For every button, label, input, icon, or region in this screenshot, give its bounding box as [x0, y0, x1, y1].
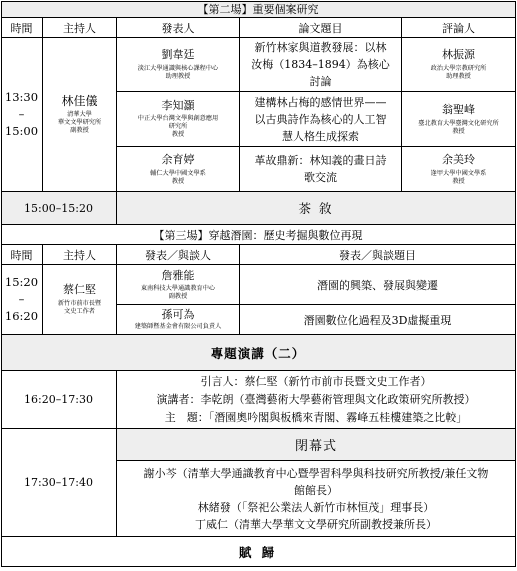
- s3-row1-speaker: 詹雅能 東南科技大學通識教育中心 副教授: [117, 265, 240, 305]
- s2-row1-topic: 新竹林家與道教發展：以林 汝梅（1834–1894）為核心 討論: [240, 38, 402, 92]
- session2-title-band: [1, 1, 516, 18]
- closing-title-cell: [117, 429, 516, 461]
- s3-header-speaker: 發表／與談人: [117, 245, 240, 265]
- break-time-cell: [1, 192, 117, 225]
- s2-row2-topic: 建構林占梅的感情世界—— 以古典詩作為核心的人工智 慧人格生成探索: [240, 92, 402, 147]
- s3-row2-topic: 潛園數位化過程及3D虛擬重現: [240, 305, 516, 335]
- s2-row2-speaker: 李知灝 中正大學台灣文學與創意應用 研究所 教授: [117, 92, 240, 147]
- s2-header-speaker: 發表人: [117, 18, 240, 38]
- session3-title-band: [1, 225, 516, 245]
- keynote-details: 引言人：蔡仁堅（新竹市前市長暨文史工作者） 演講者：李乾朗（臺灣藝術大學藝術管理與文化政策研究所教授） 主 題：「潛園奧吟閣與板橋來青閣、霧峰五桂樓建築之比較」: [117, 371, 516, 429]
- keynote-time-cell: [1, 371, 117, 429]
- break-label: 茶 敘: [298, 201, 334, 216]
- keynote-title-band: [1, 335, 516, 371]
- s2-row1-speaker: 劉韋廷 淡江大學通識與核心課程中心 助理教授: [117, 38, 240, 92]
- s2-host-name: 林佳儀: [61, 94, 98, 108]
- keynote-time: 16:20–17:30: [24, 393, 93, 406]
- s2-row3-discussant: 余美玲 逢甲大學中國文學系 教授: [402, 147, 516, 192]
- s2-row3-topic: 革故鼎新：林知義的畫日詩 歌交流: [240, 147, 402, 192]
- s3-row1-topic: 潛園的興築、發展與變遷: [240, 265, 516, 305]
- s2-time-cell: 13:30 – 15:00: [1, 38, 43, 192]
- s2-row1-discussant: 林振源 政治大學宗教研究所 助理教授: [402, 38, 516, 92]
- s2-header-host: 主持人: [43, 18, 117, 38]
- s3-host-name: 蔡仁堅: [63, 283, 96, 296]
- program-schedule-table: [1, 1, 516, 567]
- s2-row3-speaker: 余育婷 輔仁大學中國文學系 教授: [117, 147, 240, 192]
- closing-title: 閉幕式: [294, 439, 337, 454]
- session3-title: 【第三場】穿越潛園：歷史考掘與數位再現: [153, 228, 363, 242]
- farewell-label: 賦 歸: [238, 544, 278, 560]
- break-label-cell: [117, 192, 516, 225]
- closing-time-cell: [1, 429, 117, 537]
- closing-details: 謝小芩（清華大學通識教育中心暨學習科學與科技研究所教授/兼任文物 館館長） 林緒發（「祭祀公業法人新竹市林恒茂」理事長） 丁威仁（清華大學華文文學研究所副教授兼所長）: [117, 461, 516, 537]
- s2-header-time: 時間: [1, 18, 43, 38]
- closing-time: 17:30–17:40: [24, 476, 93, 489]
- break-time: 15:00–15:20: [24, 201, 93, 215]
- session2-title: 【第二場】重要個案研究: [197, 3, 319, 16]
- keynote-title: 專題演講（二）: [210, 345, 306, 361]
- s3-row2-speaker: 孫可為 建築師暨基金會有限公司負責人: [117, 305, 240, 335]
- s3-host-cell: 蔡仁堅 新竹市前市長暨 文史工作者: [43, 265, 117, 335]
- s3-time-cell: 15:20 – 16:20: [1, 265, 43, 335]
- s3-header-time: 時間: [1, 245, 43, 265]
- s3-header-topic: 發表／與談題目: [240, 245, 516, 265]
- s3-header-host: 主持人: [43, 245, 117, 265]
- s2-header-topic: 論文題目: [240, 18, 402, 38]
- s2-host-cell: 林佳儀 清華大學 華文文學研究所 副教授: [43, 38, 117, 192]
- s2-row2-discussant: 翁聖峰 臺北教育大學臺灣文化研究所 教授: [402, 92, 516, 147]
- farewell-band: [1, 537, 516, 567]
- s2-header-discussant: 評論人: [402, 18, 516, 38]
